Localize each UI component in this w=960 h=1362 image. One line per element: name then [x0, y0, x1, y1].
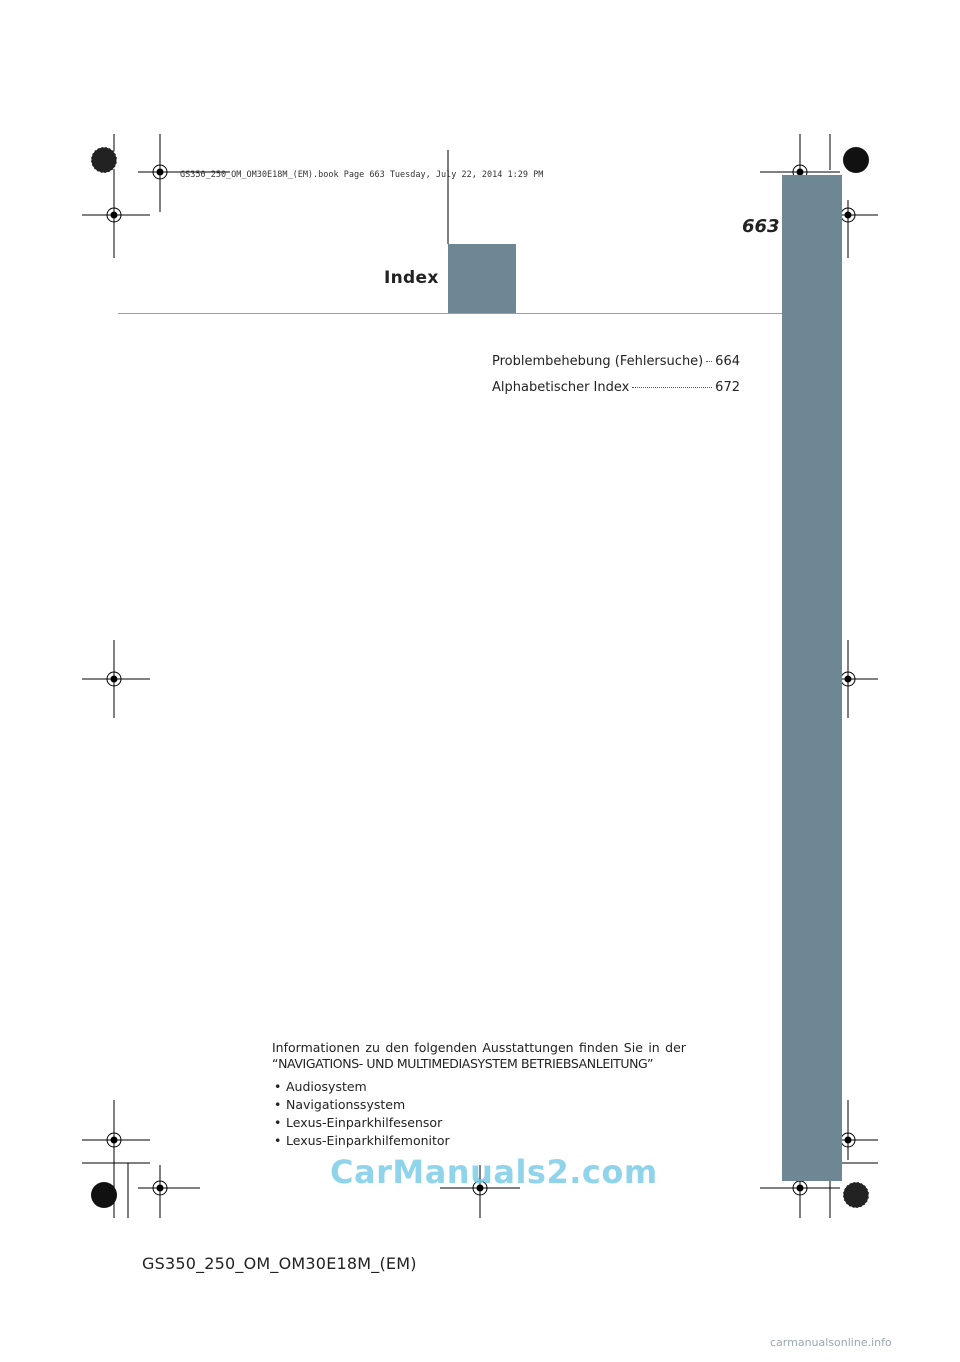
info-word: den: [385, 1040, 409, 1055]
book-file-line: GS350_250_OM_OM30E18M_(EM).book Page 663 Tuesday, July 22, 2014 1:29 PM: [180, 170, 544, 180]
toc-leader: [706, 361, 712, 362]
info-word: der: [665, 1040, 686, 1055]
info-line-1: [272, 1040, 686, 1056]
equipment-list: [272, 1078, 686, 1150]
list-item: • Audiosystem: [272, 1078, 686, 1096]
info-word: finden: [579, 1040, 619, 1055]
toc-entry-label: Alphabetischer Index: [492, 380, 630, 395]
info-word: zu: [365, 1040, 380, 1055]
footer-code: GS350_250_OM_OM30E18M_(EM): [142, 1254, 417, 1273]
info-line-2: “NAVIGATIONS- UND MULTIMEDIASYSTEM BETRIEBSANLEITUNG”: [272, 1056, 654, 1071]
info-word: Informationen: [272, 1040, 360, 1055]
side-tab-bar: [782, 175, 842, 1181]
site-watermark: carmanualsonline.info: [770, 1336, 892, 1349]
list-item: • Lexus-Einparkhilfemonitor: [272, 1132, 686, 1150]
toc-entry-page: 672: [715, 380, 740, 395]
info-note: [272, 1040, 686, 1150]
page-number: 663: [742, 216, 780, 237]
table-of-contents: [492, 354, 740, 406]
toc-leader: [632, 387, 712, 388]
header-rule: [118, 313, 782, 314]
toc-entry[interactable]: [492, 380, 740, 406]
info-word: in: [648, 1040, 660, 1055]
toc-entry[interactable]: [492, 354, 740, 380]
toc-entry-label: Problembehebung (Fehlersuche): [492, 354, 704, 369]
carmanuals-watermark: CarManuals2.com: [330, 1153, 658, 1191]
list-item: • Navigationssystem: [272, 1096, 686, 1114]
section-title: Index: [384, 268, 439, 288]
info-word: Sie: [623, 1040, 643, 1055]
toc-entry-page: 664: [715, 354, 740, 369]
section-tab: [448, 244, 516, 314]
list-item: • Lexus-Einparkhilfesensor: [272, 1114, 686, 1132]
info-word: folgenden: [414, 1040, 477, 1055]
info-word: Ausstattungen: [482, 1040, 574, 1055]
